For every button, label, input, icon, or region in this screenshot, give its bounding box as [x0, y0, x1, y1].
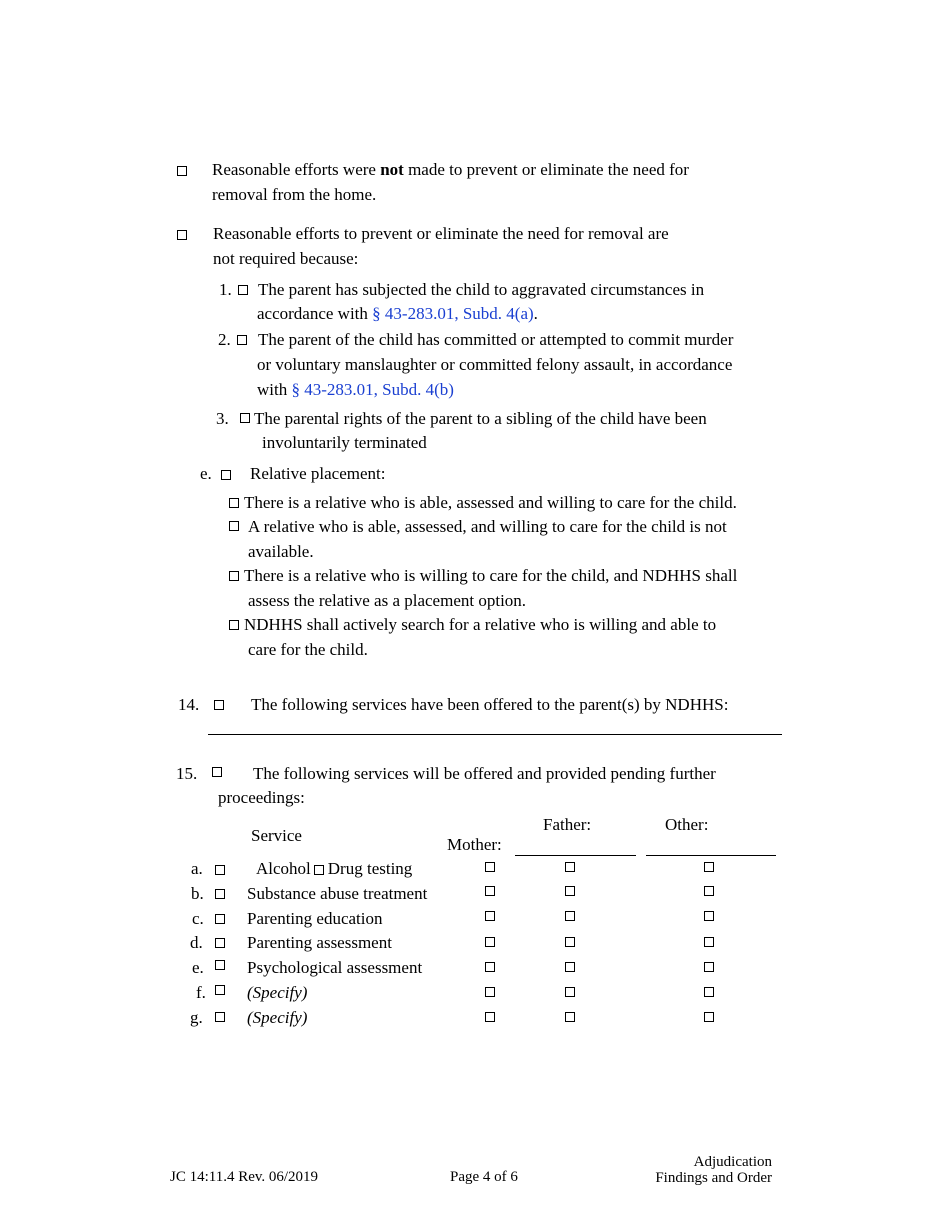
reason-1-checkbox[interactable]: [238, 285, 248, 295]
row-a-father-checkbox[interactable]: [565, 862, 575, 872]
row-g-father-checkbox[interactable]: [565, 1012, 575, 1022]
not-made-checkbox[interactable]: [177, 166, 187, 176]
row-e-father-checkbox[interactable]: [565, 962, 575, 972]
row-d-service: Parenting assessment: [247, 933, 392, 952]
row-d-mother-checkbox[interactable]: [485, 937, 495, 947]
footer-title-line-1: Adjudication: [693, 1154, 772, 1170]
row-e-service: Psychological assessment: [247, 958, 423, 977]
reason-2-text-2: or voluntary manslaughter or committed felony assault, in accordance: [257, 355, 733, 374]
reason-3-text-2: involuntarily terminated: [262, 433, 427, 452]
relative-option-2-text-2: available.: [248, 542, 314, 561]
relative-option-3-text-2: assess the relative as a placement option.: [248, 591, 527, 610]
row-b-father-checkbox[interactable]: [565, 886, 575, 896]
row-g-letter: g.: [190, 1008, 203, 1027]
footer-page-number: Page 4 of 6: [450, 1169, 518, 1185]
footer-form-id: JC 14:11.4 Rev. 06/2019: [170, 1169, 319, 1185]
not-required-text-2: not required because:: [213, 249, 359, 268]
row-a-service: Alcohol Drug testing: [256, 859, 413, 878]
relative-letter: e.: [200, 464, 212, 483]
row-f-service: (Specify): [247, 983, 308, 1002]
row-g-checkbox[interactable]: [215, 1012, 225, 1022]
footer-title: [655, 1154, 772, 1186]
row-a-checkbox[interactable]: [215, 865, 225, 875]
row-b-mother-checkbox[interactable]: [485, 886, 495, 896]
row-f-other-checkbox[interactable]: [704, 987, 714, 997]
row-b-other-checkbox[interactable]: [704, 886, 714, 896]
reason-3-checkbox[interactable]: [240, 413, 250, 423]
row-g-mother-checkbox[interactable]: [485, 1012, 495, 1022]
not-made-text-2: removal from the home.: [212, 185, 377, 204]
reason-3-text: The parental rights of the parent to a sibling of the child have been: [254, 409, 707, 428]
drug-testing-checkbox[interactable]: [314, 865, 324, 875]
row-e-other-checkbox[interactable]: [704, 962, 714, 972]
row-d-letter: d.: [190, 933, 203, 952]
row-a-letter: a.: [191, 859, 203, 878]
item-15-text-2: proceedings:: [218, 788, 305, 807]
item-14-text: The following services have been offered to the parent(s) by NDHHS:: [251, 695, 729, 714]
row-c-service: Parenting education: [247, 909, 383, 928]
statute-link-4a[interactable]: § 43-283.01, Subd. 4(a): [372, 304, 534, 323]
row-d-other-checkbox[interactable]: [704, 937, 714, 947]
row-c-checkbox[interactable]: [215, 914, 225, 924]
relative-option-4-text: NDHHS shall actively search for a relative who is willing and able to: [244, 615, 717, 634]
other-name-line[interactable]: [646, 855, 776, 856]
row-g-other-checkbox[interactable]: [704, 1012, 714, 1022]
father-name-line[interactable]: [515, 855, 636, 856]
row-b-checkbox[interactable]: [215, 889, 225, 899]
row-b-service: Substance abuse treatment: [247, 884, 428, 903]
statute-link-4b[interactable]: § 43-283.01, Subd. 4(b): [291, 380, 454, 399]
row-b-letter: b.: [191, 884, 204, 903]
reason-1-text-2: accordance with § 43-283.01, Subd. 4(a).: [257, 304, 538, 323]
row-f-letter: f.: [196, 983, 206, 1002]
row-c-mother-checkbox[interactable]: [485, 911, 495, 921]
relative-option-2-checkbox[interactable]: [229, 521, 239, 531]
row-e-checkbox[interactable]: [215, 960, 225, 970]
header-mother: Mother:: [447, 835, 502, 854]
not-required-text: Reasonable efforts to prevent or eliminate the need for removal are: [213, 224, 669, 243]
relative-option-3-checkbox[interactable]: [229, 571, 239, 581]
row-f-father-checkbox[interactable]: [565, 987, 575, 997]
not-required-checkbox[interactable]: [177, 230, 187, 240]
relative-option-2-text: A relative who is able, assessed, and willing to care for the child is not: [248, 517, 727, 536]
header-other: Other:: [665, 815, 709, 834]
row-a-mother-checkbox[interactable]: [485, 862, 495, 872]
row-a-other-checkbox[interactable]: [704, 862, 714, 872]
relative-label: Relative placement:: [250, 464, 386, 483]
header-service: Service: [251, 826, 302, 845]
item-14-blank-line[interactable]: [208, 734, 782, 735]
row-g-service: (Specify): [247, 1008, 308, 1027]
row-c-father-checkbox[interactable]: [565, 911, 575, 921]
reason-2-text-3: with § 43-283.01, Subd. 4(b): [257, 380, 454, 399]
row-d-father-checkbox[interactable]: [565, 937, 575, 947]
header-father: Father:: [543, 815, 592, 834]
relative-option-1-checkbox[interactable]: [229, 498, 239, 508]
row-c-other-checkbox[interactable]: [704, 911, 714, 921]
row-c-letter: c.: [192, 909, 204, 928]
footer-title-line-2: Findings and Order: [655, 1170, 772, 1186]
item-14-number: 14.: [178, 695, 200, 714]
relative-checkbox[interactable]: [221, 470, 231, 480]
row-d-checkbox[interactable]: [215, 938, 225, 948]
row-f-mother-checkbox[interactable]: [485, 987, 495, 997]
relative-option-4-checkbox[interactable]: [229, 620, 239, 630]
reason-2-checkbox[interactable]: [237, 335, 247, 345]
row-f-checkbox[interactable]: [215, 985, 225, 995]
not-made-text: Reasonable efforts were not made to prevent or eliminate the need for: [212, 160, 689, 179]
relative-option-4-text-2: care for the child.: [248, 640, 368, 659]
reason-2-number: 2.: [218, 330, 231, 349]
relative-option-1-text: There is a relative who is able, assessed and willing to care for the child.: [244, 493, 737, 512]
reason-2-text: The parent of the child has committed or attempted to commit murder: [258, 330, 734, 349]
item-15-number: 15.: [176, 764, 198, 783]
item-15-text: The following services will be offered and provided pending further: [253, 764, 716, 783]
reason-1-text: The parent has subjected the child to aggravated circumstances in: [258, 280, 705, 299]
reason-3-number: 3.: [216, 409, 229, 428]
row-e-mother-checkbox[interactable]: [485, 962, 495, 972]
item-15-checkbox[interactable]: [212, 767, 222, 777]
reason-1-number: 1.: [219, 280, 232, 299]
item-14-checkbox[interactable]: [214, 700, 224, 710]
relative-option-3-text: There is a relative who is willing to care for the child, and NDHHS shall: [244, 566, 738, 585]
row-e-letter: e.: [192, 958, 204, 977]
